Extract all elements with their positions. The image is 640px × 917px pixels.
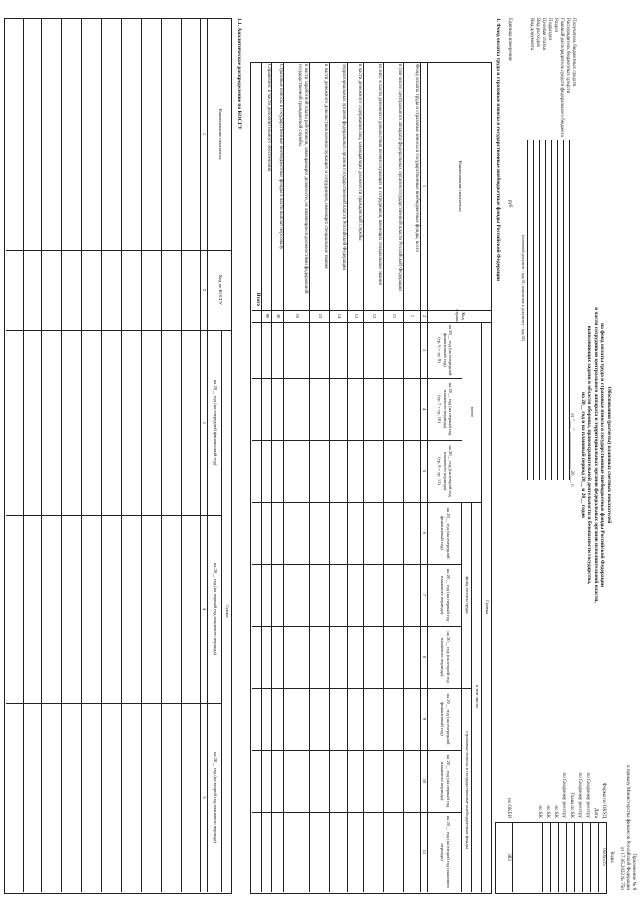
title-line: Обоснования (расчеты) плановых сметных показателей xyxy=(606,386,612,524)
header-year1-payroll: на 20__ год (на очередной финансовый год) xyxy=(440,507,451,559)
header-year1-insurance: на 20__ год (на очередной финансовый год) xyxy=(440,693,451,745)
title-line: в части сотрудников центрального аппарата и территориальных органов федеральных органов исполнительной власти, xyxy=(593,307,599,603)
s11-header-year3: на 20__ год (на второй год планового периода) xyxy=(212,751,218,843)
table-row-name: в том числе: центрального аппарата федеральных органов государственной власти Российской Федерации xyxy=(397,64,402,291)
header-insurance: страховые взносы в государственные внебюджетные фонды xyxy=(464,731,470,849)
org-field-label: Подраздел xyxy=(547,18,552,41)
column-number: 4 xyxy=(202,607,208,611)
header-total: всего xyxy=(469,406,475,418)
column-number: 1 xyxy=(202,132,208,136)
date-line: от "___" _______________ 20___ г. xyxy=(569,413,574,487)
s11-header-sums: Сумма xyxy=(224,604,230,618)
title-line: на фонд оплаты труда и страховые взносы в государственные внебюджетные фонды Российской Федерации xyxy=(599,323,606,587)
table-row-code: 13 xyxy=(353,313,359,319)
column-number: 4 xyxy=(422,407,428,411)
column-number: 6 xyxy=(422,531,428,535)
column-number: 11 xyxy=(422,849,428,855)
table-row-code: 12 xyxy=(371,313,377,319)
column-number: 1 xyxy=(422,184,428,188)
org-field-label: Вид документа xyxy=(529,18,534,51)
document-title xyxy=(580,130,613,780)
section11-title: 1.1. Аналитическое распределение по КОСГУ xyxy=(236,18,242,130)
table-row-name: в части денежного довольствия военнослужащих и сотрудников, имеющих специальные звания xyxy=(323,64,328,269)
header-year2-insurance: на 20__ год (на первый год планового периода) xyxy=(440,754,451,808)
column-number: 9 xyxy=(422,717,428,721)
header-year2-total: на 20__ год (на первый год планового периода) (гр. 7 + гр. 10) xyxy=(437,382,454,436)
org-field-label: Главный распорядитель средств федерального бюджета xyxy=(559,18,564,137)
doc-type-hint: (основной документ - код 01; изменение к документу - код 02) xyxy=(521,235,526,341)
title-line: выполняющих задачи в области обороны, правоохранительной деятельности и безопасности государства, xyxy=(586,325,593,585)
header-sums: Суммы xyxy=(484,599,490,615)
table-row-name: территориальных органов федеральных органов государственной власти Российской Федерации xyxy=(341,64,346,271)
appendix-line: Приложение № 8 xyxy=(631,853,636,890)
unit-value: руб xyxy=(507,200,512,208)
total-label: Итого xyxy=(255,292,260,306)
table-row-code: 30 xyxy=(275,313,281,319)
okei-value: 383 xyxy=(506,853,511,861)
section1-title: 1. Фонд оплаты труда и страховые взносы в государственные внебюджетные фонды Российской Федерации xyxy=(495,18,501,282)
header-year3-payroll: на 20__ год (на второй год планового периода) xyxy=(440,631,451,683)
column-number: 8 xyxy=(422,655,428,659)
table-row-code: 15 xyxy=(317,313,323,319)
table-row-name: Справочно: в части дополнительного обеспечения xyxy=(266,64,271,172)
header-year3-total: на 20__ год (на второй год планового периода) (гр. 8 + гр. 11) xyxy=(437,445,454,497)
s11-header-year2: на 20__ год (на первый год планового периода) xyxy=(212,562,218,656)
header-name: Наименование показателя xyxy=(457,160,463,212)
unit-label: Единица измерения: xyxy=(507,18,512,62)
appendix-block xyxy=(618,690,636,890)
s11-header-code: Код по КОСГУ xyxy=(217,275,223,305)
okei-label: по ОКЕИ xyxy=(506,797,511,818)
table-row-code: 90 xyxy=(264,313,270,319)
org-field-label: Вид расходов xyxy=(535,18,540,47)
table-row-name: в части денежного содержания лиц, замещающих должности гражданской службы xyxy=(357,64,362,241)
table-row-code: 16 xyxy=(294,313,300,319)
title-line: на 20__ год и на плановый период 20__ и 20__ годов xyxy=(580,392,586,518)
org-field-label: Раздел xyxy=(553,18,558,33)
table-row-name: в части заработной платы работников, замещающих должности, не являющиеся должностями федеральной государственной гражданской службы xyxy=(297,64,308,294)
form-code-value: 0505515 xyxy=(601,848,606,866)
column-number: 10 xyxy=(422,778,428,784)
column-number: 3 xyxy=(202,421,208,424)
header-including: в том числе: xyxy=(474,685,480,709)
table-row-code: 11 xyxy=(391,313,397,319)
s11-header-year1: на 20__ год (на очередной финансовый год) xyxy=(212,379,218,466)
code-row-label: по Сводному реестру xyxy=(561,772,566,818)
code-row-label: по Сводному реестру xyxy=(585,772,590,818)
header-code: Код строки xyxy=(455,309,466,323)
org-field-label: Распорядитель бюджетных средств xyxy=(565,18,570,94)
code-row-label: по Сводному реестру xyxy=(577,772,582,818)
s11-header-name: Наименование показателя xyxy=(217,108,223,160)
column-number: 7 xyxy=(422,593,428,597)
section11-table xyxy=(4,18,232,894)
code-row-label: Глава по БК xyxy=(569,792,574,818)
appendix-line: от 17.05.2022 № 75н xyxy=(619,846,624,890)
form-code-label: Форма по ОКУД xyxy=(601,782,606,818)
org-field-label: Получатель бюджетных средств xyxy=(571,18,576,87)
org-field-label: Целевая статья xyxy=(541,18,546,50)
table-row-code: 14 xyxy=(336,313,342,319)
code-row-label: по БК xyxy=(545,805,550,818)
header-payroll: фонд оплаты труда xyxy=(464,576,470,614)
header-year3-insurance: на 20__ год (на второй год планового периода) xyxy=(440,815,451,889)
column-number: 2 xyxy=(422,314,428,318)
code-row-label: по БК xyxy=(553,805,558,818)
column-number: 3 xyxy=(422,348,428,352)
header-year2-payroll: на 20__ год (на первый год планового периода) xyxy=(440,568,451,622)
table-row-code: 1 xyxy=(410,314,416,318)
codes-header: Коды xyxy=(609,851,614,863)
date-code-label: Дата xyxy=(593,808,598,818)
column-number: 5 xyxy=(422,469,428,473)
appendix-line: к приказу Министерства финансов Российской Федерации xyxy=(625,765,630,890)
table-row-name: Страховые взносы в государственные внебюджетные фонды в части выплат персоналу xyxy=(278,64,283,250)
code-row-label: по БК xyxy=(537,805,542,818)
column-number: 5 xyxy=(202,796,208,799)
table-row-name: Фонд оплаты труда и страховые взносы в государственные внебюджетные фонды, всего xyxy=(414,64,419,253)
header-year1-total: на 20__ год (на очередной финансовый год) (гр. 6 + гр. 9) xyxy=(437,324,454,376)
column-number: 2 xyxy=(202,288,208,292)
table-row-name: из них: в части денежного довольствия военнослужащих и сотрудников, имеющих специальные звания xyxy=(377,64,382,285)
